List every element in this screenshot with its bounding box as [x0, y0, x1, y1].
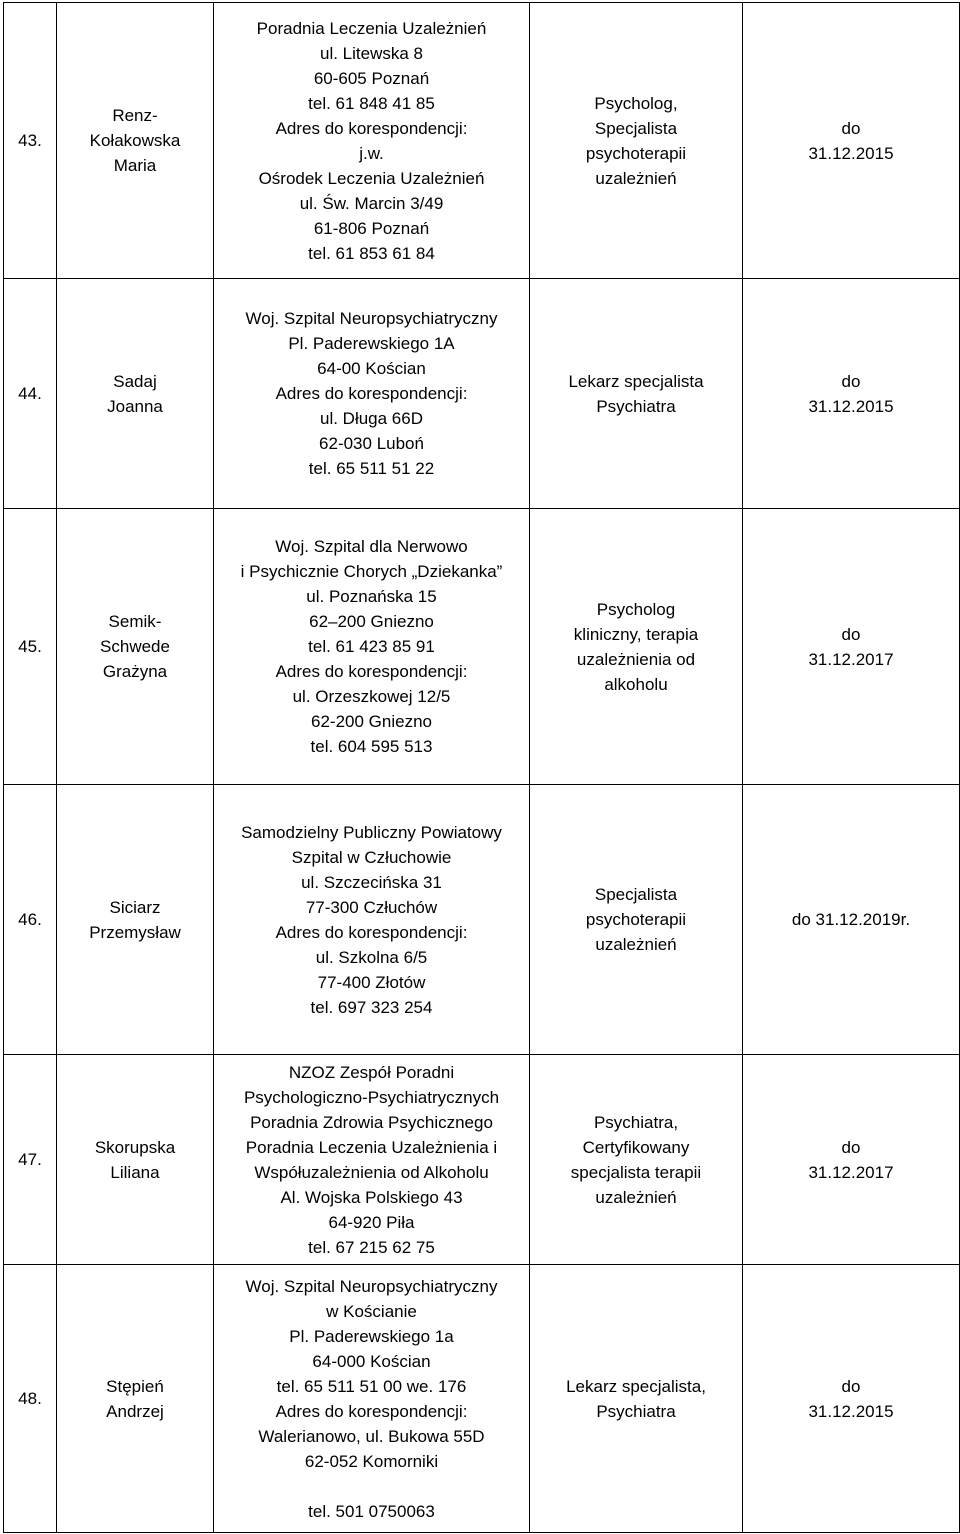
- address-line: ul. Poznańska 15: [306, 587, 437, 606]
- validity-date-cell: [743, 3, 960, 279]
- specialization-line: Psychiatra: [596, 1401, 676, 1421]
- address-line: Woj. Szpital Neuropsychiatryczny: [245, 1276, 498, 1296]
- address-line: 64-920 Piła: [328, 1212, 415, 1232]
- address-line: 62-200 Gniezno: [311, 712, 432, 731]
- address-line: 64-00 Kościan: [317, 359, 426, 378]
- address-cell: [214, 509, 530, 785]
- specialization-line: psychoterapii: [585, 910, 687, 929]
- row-number-cell: 43.: [4, 3, 57, 279]
- row-number-cell: 44.: [4, 279, 57, 509]
- validity-date-cell: [743, 509, 960, 785]
- address-line: tel. 67 215 62 75: [308, 1237, 435, 1257]
- address-line: 62-030 Luboń: [319, 434, 424, 453]
- address-line: tel. 697 323 254: [310, 997, 433, 1017]
- person-name-cell: [57, 279, 214, 509]
- person-name-line: Joanna: [107, 396, 163, 416]
- address-line: 64-000 Kościan: [312, 1351, 431, 1371]
- person-name-cell: [57, 1265, 214, 1533]
- address-line: ul. Szczecińska 31: [301, 872, 442, 892]
- address-line: Adres do korespondencji:: [275, 922, 468, 942]
- specialization-line: Psycholog,: [594, 93, 678, 113]
- person-name-line: Semik-: [108, 612, 162, 631]
- specialization-cell: [530, 1055, 743, 1265]
- person-name-cell: [57, 3, 214, 279]
- address-line: tel. 65 511 51 00 we. 176: [276, 1376, 467, 1396]
- validity-date-line: do: [841, 118, 861, 138]
- address-cell: [214, 785, 530, 1055]
- table-row: [4, 1055, 960, 1265]
- address-line: tel. 604 595 513: [310, 737, 433, 756]
- address-line: Walerianowo, ul. Bukowa 55D: [258, 1426, 485, 1446]
- address-line: NZOZ Zespół Poradni: [288, 1062, 455, 1082]
- validity-date-line: do: [841, 624, 861, 644]
- address-line: tel. 61 853 61 84: [308, 243, 435, 263]
- address-line: Adres do korespondencji:: [275, 1401, 468, 1421]
- specialization-cell: [530, 785, 743, 1055]
- address-line: Ośrodek Leczenia Uzależnień: [258, 168, 485, 188]
- person-name-line: Maria: [113, 156, 157, 175]
- person-name-line: Stępień: [106, 1376, 164, 1396]
- validity-date-line: do: [841, 1137, 861, 1157]
- person-name-line: Andrzej: [106, 1401, 164, 1421]
- person-name-line: Sadaj: [113, 371, 157, 391]
- specialization-line: Certyfikowany: [582, 1137, 690, 1157]
- specialization-line: Specjalista: [594, 118, 678, 138]
- specialization-cell: [530, 3, 743, 279]
- address-line: ul. Szkolna 6/5: [315, 947, 428, 967]
- table-row: [4, 279, 960, 509]
- address-line: Adres do korespondencji:: [275, 662, 468, 681]
- address-line: Poradnia Leczenia Uzależnień: [256, 18, 487, 38]
- address-line: 60-605 Poznań: [313, 68, 430, 88]
- validity-date-line: 31.12.2017: [808, 1162, 894, 1182]
- registry-table: [3, 2, 960, 1533]
- address-line: tel. 501 0750063: [308, 1501, 435, 1521]
- address-line: Adres do korespondencji:: [275, 384, 468, 403]
- specialization-line: uzależnień: [595, 935, 677, 954]
- specialization-cell: [530, 509, 743, 785]
- address-line: Woj. Szpital dla Nerwowo: [275, 537, 468, 556]
- person-name-line: Skorupska: [94, 1137, 176, 1157]
- person-name-cell: [57, 785, 214, 1055]
- specialization-line: Psychiatra,: [593, 1112, 679, 1132]
- specialization-line: Specjalista: [594, 885, 678, 904]
- address-line: 62-052 Komorniki: [304, 1451, 439, 1471]
- address-cell: [214, 1055, 530, 1265]
- specialization-line: Lekarz specjalista,: [566, 1376, 706, 1396]
- address-line: tel. 61 848 41 85: [308, 93, 435, 113]
- address-line: ul. Orzeszkowej 12/5: [292, 687, 451, 706]
- specialization-line: Psycholog: [596, 599, 676, 619]
- validity-date-line: 31.12.2017: [808, 649, 894, 669]
- address-line: 77-400 Złotów: [317, 972, 426, 992]
- table-row: [4, 785, 960, 1055]
- address-cell: [214, 279, 530, 509]
- validity-date-cell: [743, 279, 960, 509]
- address-line: 61-806 Poznań: [313, 218, 430, 238]
- address-line: Woj. Szpital Neuropsychiatryczny: [245, 309, 498, 328]
- validity-date-line: 31.12.2015: [808, 143, 894, 163]
- person-name-line: Schwede: [100, 637, 170, 656]
- validity-date-line: do 31.12.2019r.: [791, 910, 911, 929]
- specialization-line: Psychiatra: [596, 396, 676, 416]
- registry-table-body: [4, 3, 960, 1533]
- address-line: Al. Wojska Polskiego 43: [280, 1187, 463, 1207]
- address-line: 62–200 Gniezno: [309, 612, 434, 631]
- address-line: tel. 65 511 51 22: [308, 459, 435, 478]
- address-line: Samodzielny Publiczny Powiatowy: [241, 822, 502, 842]
- person-name-line: Kołakowska: [89, 131, 181, 150]
- specialization-cell: [530, 279, 743, 509]
- address-line: Szpital w Człuchowie: [291, 847, 452, 867]
- specialization-line: uzależnień: [595, 1187, 677, 1207]
- row-number-cell: 46.: [4, 785, 57, 1055]
- address-line: tel. 61 423 85 91: [308, 637, 435, 656]
- address-line: Pl. Paderewskiego 1a: [289, 1326, 454, 1346]
- specialization-line: uzależnienia od: [576, 649, 696, 669]
- address-cell: [214, 3, 530, 279]
- validity-date-line: 31.12.2015: [808, 396, 894, 416]
- address-line: Poradnia Leczenia Uzależnienia i: [245, 1137, 498, 1157]
- specialization-line: specjalista terapii: [570, 1162, 702, 1182]
- person-name-line: Liliana: [110, 1162, 160, 1182]
- address-cell: [214, 1265, 530, 1533]
- address-line: ul. Litewska 8: [320, 43, 423, 63]
- address-line: Adres do korespondencji:: [275, 118, 468, 138]
- validity-date-cell: [743, 785, 960, 1055]
- address-line: ul. Św. Marcin 3/49: [299, 193, 444, 213]
- person-name-line: Siciarz: [109, 897, 161, 917]
- address-line: j.w.: [359, 143, 384, 163]
- row-number-cell: 48.: [4, 1265, 57, 1533]
- table-row: [4, 1265, 960, 1533]
- address-line: i Psychicznie Chorych „Dziekanka”: [240, 562, 503, 581]
- person-name-cell: [57, 1055, 214, 1265]
- specialization-line: alkoholu: [604, 674, 668, 694]
- specialization-line: psychoterapii: [585, 143, 687, 163]
- validity-date-cell: [743, 1055, 960, 1265]
- specialization-line: kliniczny, terapia: [573, 624, 699, 644]
- row-number-cell: 45.: [4, 509, 57, 785]
- person-name-line: Grażyna: [102, 662, 168, 681]
- validity-date-line: do: [841, 371, 861, 391]
- address-line: w Kościanie: [326, 1301, 417, 1321]
- address-line: [218, 1474, 525, 1499]
- specialization-cell: [530, 1265, 743, 1533]
- person-name-line: Renz-: [112, 106, 158, 125]
- validity-date-line: 31.12.2015: [808, 1401, 894, 1421]
- person-name-line: Przemysław: [89, 922, 181, 942]
- validity-date-line: do: [841, 1376, 861, 1396]
- specialization-line: Lekarz specjalista: [568, 371, 704, 391]
- address-line: 77-300 Człuchów: [305, 897, 438, 917]
- address-line: Psychologiczno-Psychiatrycznych: [243, 1087, 500, 1107]
- table-row: [4, 3, 960, 279]
- row-number-cell: 47.: [4, 1055, 57, 1265]
- validity-date-cell: [743, 1265, 960, 1533]
- address-line: Współuzależnienia od Alkoholu: [254, 1162, 489, 1182]
- specialization-line: uzależnień: [595, 168, 677, 188]
- table-row: [4, 509, 960, 785]
- address-line: ul. Długa 66D: [319, 409, 423, 428]
- person-name-cell: [57, 509, 214, 785]
- address-line: Poradnia Zdrowia Psychicznego: [250, 1112, 493, 1132]
- address-line: Pl. Paderewskiego 1A: [288, 334, 455, 353]
